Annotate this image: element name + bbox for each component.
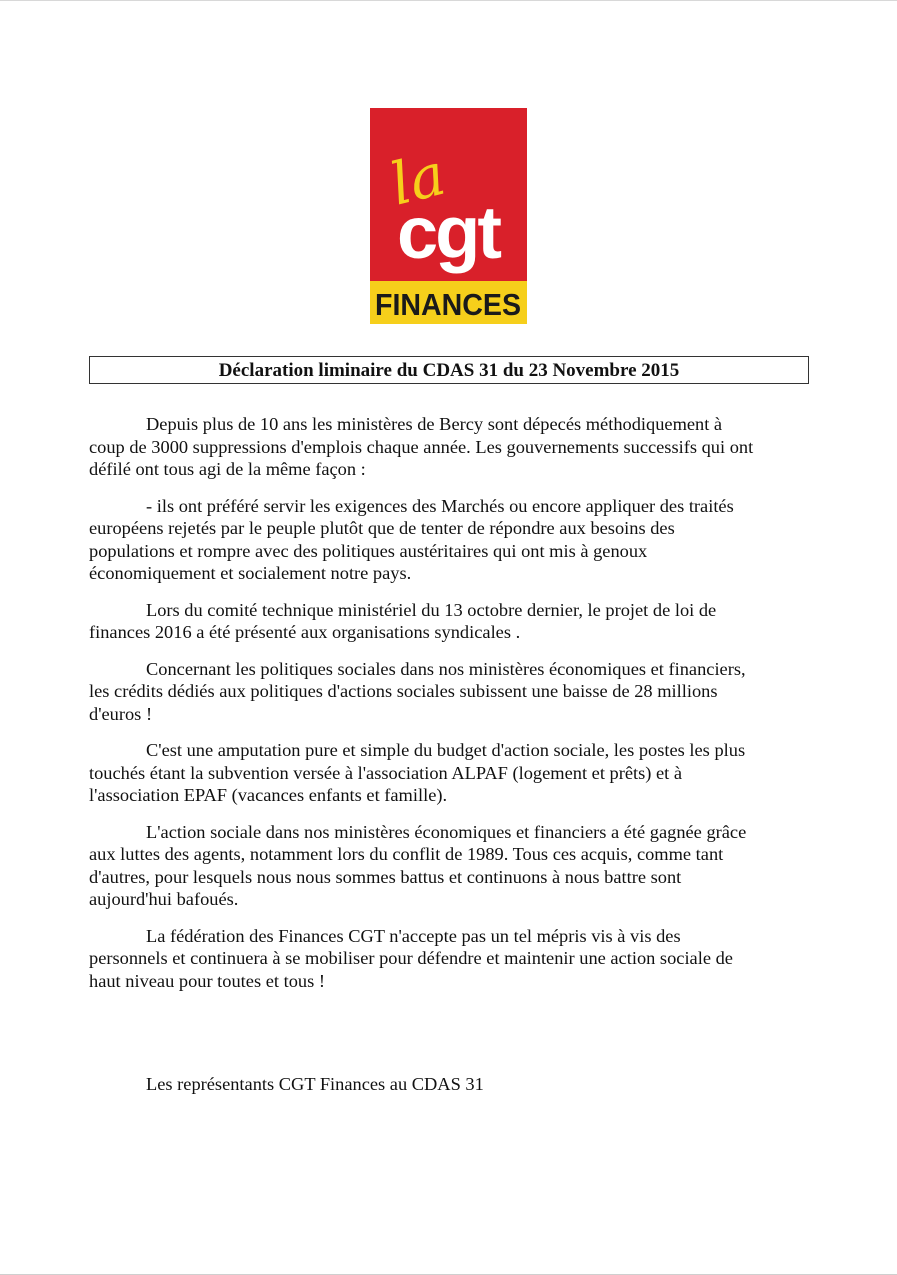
paragraph-line: haut niveau pour toutes et tous ! (89, 970, 325, 991)
logo-sub-text: FINANCES (375, 287, 521, 322)
paragraph-7 (89, 925, 809, 993)
paragraph-line: Lors du comité technique ministériel du 13 octobre dernier, le projet de loi de (146, 599, 717, 620)
paragraph-line: C'est une amputation pure et simple du budget d'action sociale, les postes les plus (146, 740, 746, 760)
paragraph-2 (89, 495, 809, 585)
declaration-body (89, 413, 809, 1006)
paragraph-line: personnels et continuera à se mobiliser pour défendre et maintenir une action sociale de (89, 948, 733, 968)
paragraph-4 (89, 658, 809, 726)
logo-graphic (370, 108, 527, 324)
paragraph-3 (89, 599, 809, 644)
paragraph-line: économiquement et socialement notre pays. (89, 563, 412, 583)
paragraph-line: Concernant les politiques sociales dans nos ministères économiques et financiers, (146, 658, 746, 679)
logo-script-text: la (383, 139, 452, 219)
paragraph-line: d'autres, pour lesquels nous nous sommes battus et continuons à nous battre sont (89, 866, 682, 887)
paragraph-line: aux luttes des agents, notamment lors du conflit de 1989. Tous ces acquis, comme tant (89, 844, 724, 864)
signature: Les représentants CGT Finances au CDAS 31 (146, 1074, 484, 1094)
paragraph-line: finances 2016 a été présenté aux organisations syndicales . (89, 622, 521, 642)
paragraph-line: touchés étant la subvention versée à l'association ALPAF (logement et prêts) et à (89, 762, 683, 783)
cgt-finances-logo (370, 108, 527, 324)
paragraph-6 (89, 821, 809, 911)
paragraph-1 (89, 413, 809, 481)
paragraph-line: les crédits dédiés aux politiques d'actions sociales subissent une baisse de 28 millions (89, 681, 718, 701)
declaration-title: Déclaration liminaire du CDAS 31 du 23 Novembre 2015 (89, 356, 809, 384)
paragraph-line: défilé ont tous agi de la même façon : (89, 459, 366, 479)
paragraph-line: populations et rompre avec des politiques austéritaires qui ont mis à genoux (89, 540, 648, 561)
paragraph-line: l'association EPAF (vacances enfants et famille). (89, 785, 448, 805)
paragraph-line: La fédération des Finances CGT n'accepte pas un tel mépris vis à vis des (146, 925, 681, 946)
paragraph-line: aujourd'hui bafoués. (89, 889, 239, 909)
logo-main-text: cgt (397, 191, 499, 274)
paragraph-line: Depuis plus de 10 ans les ministères de Bercy sont dépecés méthodiquement à (146, 414, 723, 434)
paragraph-5 (89, 739, 809, 807)
paragraph-line: L'action sociale dans nos ministères économiques et financiers a été gagnée grâce (146, 821, 747, 842)
paragraph-line: - ils ont préféré servir les exigences des Marchés ou encore appliquer des traités (146, 495, 734, 516)
paragraph-line: coup de 3000 suppressions d'emplois chaque année. Les gouvernements successifs qui ont (89, 436, 754, 457)
paragraph-line: européens rejetés par le peuple plutôt que de tenter de répondre aux besoins des (89, 518, 675, 538)
paragraph-line: d'euros ! (89, 703, 153, 724)
